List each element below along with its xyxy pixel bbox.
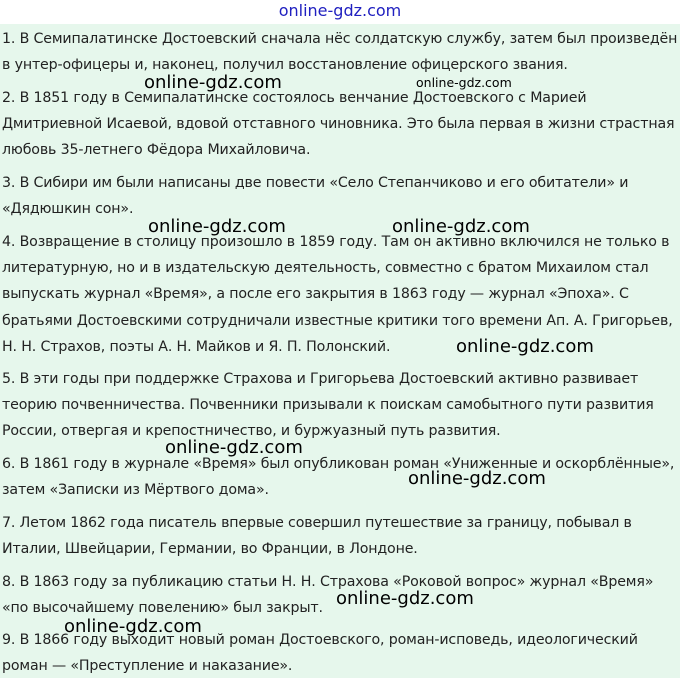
paragraph-2: 2. В 1851 году в Семипалатинске состоялось венчание Достоевского с Марией Дмитриевной Исаевой, вдовой отставного чиновника. Это была первая в жизни страстная любовь 35-летнего Фёдора Михайловича.: [2, 90, 675, 159]
watermark: online-gdz.com: [165, 437, 303, 458]
watermark: online-gdz.com: [336, 588, 474, 609]
paragraph-6: 6. В 1861 году в журнале «Время» был опубликован роман «Униженные и оскорблённые», затем «Записки из Мёртвого дома».: [2, 456, 675, 499]
paragraph-5: 5. В эти годы при поддержке Страхова и Григорьева Достоевский активно развивает теорию почвенничества. Почвенники призывали к поискам самобытного пути развития России, отвергая и крепостничество, и буржуазный путь развития.: [2, 371, 654, 440]
watermark: online-gdz.com: [144, 72, 282, 93]
site-title[interactable]: online-gdz.com: [278, 1, 402, 20]
paragraph-3: 3. В Сибири им были написаны две повести «Село Степанчиково и его обитатели» и «Дядюшкин сон».: [2, 175, 629, 218]
paragraph-1: 1. В Семипалатинске Достоевский сначала нёс солдатскую службу, затем был произведён в унтер-офицеры и, наконец, получил восстановление офицерского звания.: [2, 31, 678, 74]
watermark: online-gdz.com: [64, 616, 202, 637]
paragraph-4: 4. Возвращение в столицу произошло в 1859 году. Там он активно включился не только в литературную, но и в издательскую деятельность, совместно с братом Михаилом стал выпускать журнал «Время», а после его закрытия в 1863 году — журнал «Эпоха». С братьями Достоевскими сотрудничали известные критики того времени Ап. А. Григорьев, Н. Н. Страхов, поэты А. Н. Майков и Я. П. Полонский.: [2, 234, 673, 355]
paragraph-7: 7. Летом 1862 года писатель впервые совершил путешествие за границу, побывал в Италии, Швейцарии, Германии, во Франции, в Лондоне.: [2, 515, 632, 558]
watermark: online-gdz.com: [392, 216, 530, 237]
paragraph-8: 8. В 1863 году за публикацию статьи Н. Н. Страхова «Роковой вопрос» журнал «Время» «по высочайшему повелению» был закрыт.: [2, 574, 654, 617]
watermark: online-gdz.com: [456, 336, 594, 357]
watermark: online-gdz.com: [148, 216, 286, 237]
page-header: [0, 0, 680, 24]
watermark: online-gdz.com: [416, 75, 512, 90]
watermark: online-gdz.com: [408, 468, 546, 489]
paragraph-9: 9. В 1866 году выходит новый роман Достоевского, роман-исповедь, идеологический роман — «Преступление и наказание».: [2, 632, 638, 675]
